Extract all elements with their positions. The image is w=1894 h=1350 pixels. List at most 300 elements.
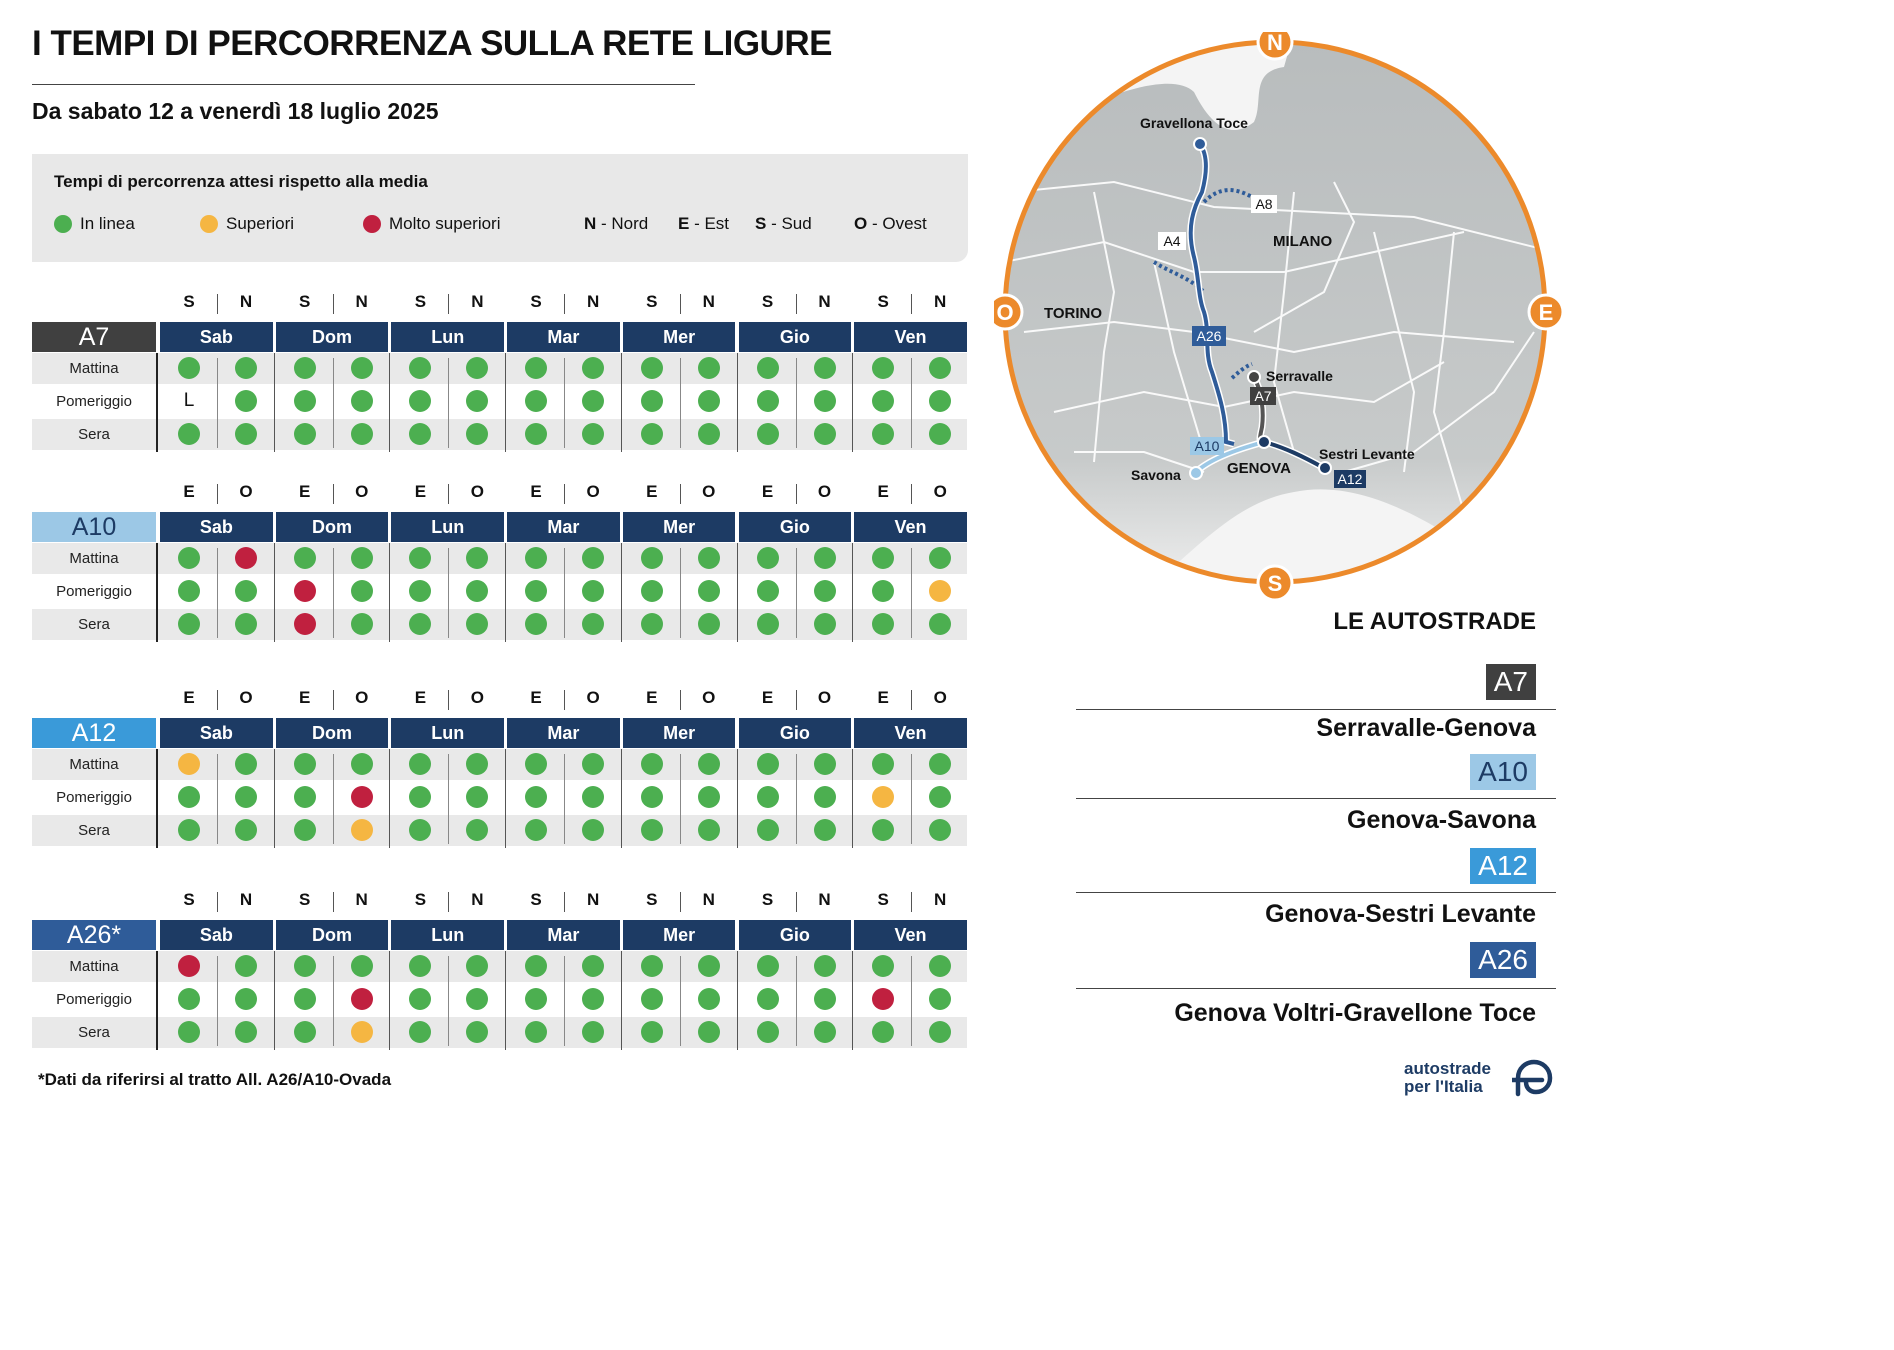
status-dot-icon [235, 357, 257, 379]
direction-label: O [239, 688, 253, 707]
status-dot-icon [698, 753, 720, 775]
table-vertical-rule [156, 543, 158, 642]
status-dot-icon [351, 613, 373, 635]
status-dot-icon [582, 819, 604, 841]
label-sestri: Sestri Levante [1319, 446, 1415, 462]
label-milano: MILANO [1273, 233, 1333, 250]
status-dot-icon [294, 580, 316, 602]
day-divider [274, 749, 275, 848]
node-serravalle [1248, 371, 1260, 383]
day-header: Mer [623, 920, 736, 950]
day-divider [621, 353, 622, 452]
direction-label: E [761, 482, 774, 501]
direction-divider [564, 892, 565, 912]
day-divider [737, 749, 738, 848]
day-header: Mer [623, 322, 736, 352]
status-dot-icon [757, 819, 779, 841]
direction-label: E [299, 688, 311, 707]
status-dot-icon [294, 988, 316, 1010]
legend-dir-key: E [678, 214, 690, 233]
status-dot-icon [582, 547, 604, 569]
direction-label: S [183, 890, 195, 909]
node-genova [1258, 436, 1270, 448]
day-divider [737, 353, 738, 452]
day-header: Sab [160, 920, 273, 950]
direction-divider [217, 548, 218, 638]
status-dot-icon [757, 955, 779, 977]
day-header: Dom [276, 322, 389, 352]
status-dot-icon [178, 786, 200, 808]
direction-divider [564, 484, 565, 504]
status-dot-icon [757, 390, 779, 412]
status-dot-icon [525, 423, 547, 445]
status-dot-icon [351, 1021, 373, 1043]
legend-dir-ovest [854, 214, 927, 234]
status-dot-icon [178, 357, 200, 379]
direction-header [32, 890, 968, 914]
direction-label: O [355, 482, 369, 501]
direction-label: S [646, 292, 658, 311]
direction-divider [333, 294, 334, 314]
status-dot-icon [814, 357, 836, 379]
status-dot-icon [351, 786, 373, 808]
direction-divider [217, 484, 218, 504]
legend-dir-label: - Sud [771, 214, 812, 233]
day-divider [852, 749, 853, 848]
day-divider [852, 951, 853, 1050]
direction-divider [217, 294, 218, 314]
status-dot-icon [641, 753, 663, 775]
direction-label: N [586, 890, 600, 909]
direction-label: S [646, 890, 658, 909]
status-dot-icon [814, 988, 836, 1010]
status-dot-icon [582, 786, 604, 808]
status-dot-icon [814, 547, 836, 569]
status-dot-icon [178, 580, 200, 602]
day-divider [505, 749, 506, 848]
highway-label: A7 [32, 322, 156, 352]
badge-a7: A7 [1486, 664, 1536, 700]
day-divider [274, 353, 275, 452]
legend-superiori [200, 214, 294, 234]
status-dot-icon [235, 613, 257, 635]
direction-label: E [761, 688, 774, 707]
direction-divider [333, 690, 334, 710]
direction-label: O [817, 482, 832, 501]
direction-divider [796, 548, 797, 638]
direction-divider [911, 484, 912, 504]
status-dot-icon [351, 988, 373, 1010]
direction-label: N [586, 292, 600, 311]
badge-a10: A10 [1470, 754, 1536, 790]
direction-divider [564, 548, 565, 638]
status-dot-icon [294, 955, 316, 977]
status-dot-icon [582, 423, 604, 445]
direction-divider [448, 548, 449, 638]
direction-label: N [934, 890, 947, 909]
day-divider [389, 749, 390, 848]
legend-dir-key: N [584, 214, 597, 233]
legend-title: Tempi di percorrenza attesi rispetto alla media [54, 172, 428, 191]
day-divider [737, 951, 738, 1050]
status-dot-icon [698, 547, 720, 569]
status-dot-icon [757, 357, 779, 379]
status-dot-icon [698, 390, 720, 412]
status-dot-icon [178, 753, 200, 775]
table-vertical-rule [156, 951, 158, 1050]
direction-label: S [530, 890, 542, 909]
status-dot-icon [351, 547, 373, 569]
direction-label: E [183, 482, 195, 501]
direction-divider [448, 294, 449, 314]
direction-divider [333, 484, 334, 504]
shield-a8-label: A8 [1255, 196, 1273, 212]
day-divider [274, 543, 275, 642]
status-dot-icon [525, 580, 547, 602]
day-header: Lun [391, 512, 504, 542]
legend-panel [32, 154, 968, 262]
highway-label: A12 [32, 718, 156, 748]
direction-label: S [877, 890, 889, 909]
day-header: Lun [391, 920, 504, 950]
title-divider [32, 84, 695, 85]
legend-dir-nord [584, 214, 648, 234]
direction-divider [564, 358, 565, 448]
status-dot-icon [814, 955, 836, 977]
route-name-a12: Genova-Sestri Levante [1265, 900, 1536, 928]
period-label: Mattina [69, 958, 119, 975]
status-dot-icon [582, 1021, 604, 1043]
direction-label: O [702, 688, 716, 707]
table-a12 [32, 688, 968, 850]
status-dot-icon [178, 988, 200, 1010]
direction-divider [680, 690, 681, 710]
status-dot-icon [641, 786, 663, 808]
day-header: Dom [276, 920, 389, 950]
label-savona: Savona [1131, 467, 1181, 483]
status-dot-icon [641, 1021, 663, 1043]
day-header: Gio [739, 920, 852, 950]
day-header: Mar [507, 322, 620, 352]
day-divider [505, 353, 506, 452]
day-divider [621, 951, 622, 1050]
status-dot-icon [351, 819, 373, 841]
status-dot-icon [351, 955, 373, 977]
highway-label: A26* [32, 920, 156, 950]
status-dot-icon [814, 753, 836, 775]
direction-divider [680, 956, 681, 1046]
day-header: Sab [160, 322, 273, 352]
day-divider [621, 749, 622, 848]
status-dot-icon [698, 988, 720, 1010]
brand-line-2: per l'Italia [1404, 1077, 1483, 1096]
direction-divider [333, 892, 334, 912]
status-dot-icon [757, 613, 779, 635]
legend-label: In linea [80, 214, 135, 233]
status-dot-icon [351, 357, 373, 379]
status-dot-icon [814, 390, 836, 412]
status-dot-icon [814, 1021, 836, 1043]
direction-divider [796, 892, 797, 912]
direction-label: E [530, 482, 542, 501]
direction-label: N [818, 292, 831, 311]
direction-label: E [414, 688, 427, 707]
divider [1076, 709, 1556, 710]
status-dot-icon [525, 955, 547, 977]
status-dot-icon [698, 955, 720, 977]
direction-divider [680, 484, 681, 504]
status-dot-icon [757, 1021, 779, 1043]
status-dot-icon [814, 580, 836, 602]
footnote: *Dati da riferirsi al tratto All. A26/A10-Ovada [38, 1070, 392, 1089]
legend-in-linea [54, 214, 135, 234]
status-dot-icon [178, 423, 200, 445]
direction-label: S [414, 292, 427, 311]
legend-label: Molto superiori [389, 214, 501, 233]
status-dot-icon [582, 580, 604, 602]
direction-label: E [299, 482, 311, 501]
direction-label: S [183, 292, 195, 311]
status-dot-icon [641, 357, 663, 379]
direction-header [32, 482, 968, 506]
status-dot-icon [235, 580, 257, 602]
status-dot-icon [351, 390, 373, 412]
direction-label: E [877, 688, 889, 707]
direction-divider [796, 294, 797, 314]
direction-label: N [355, 292, 368, 311]
day-divider [852, 353, 853, 452]
status-dot-icon [178, 613, 200, 635]
direction-divider [796, 956, 797, 1046]
label-gravellona: Gravellona Toce [1140, 115, 1248, 131]
divider [1076, 892, 1556, 893]
status-dot-icon [294, 786, 316, 808]
status-dot-icon [757, 753, 779, 775]
status-dot-icon [525, 357, 547, 379]
shield-a10-label: A10 [1194, 438, 1220, 454]
period-label: Pomeriggio [56, 991, 132, 1008]
day-divider [389, 353, 390, 452]
direction-divider [333, 548, 334, 638]
direction-label: O [586, 482, 600, 501]
direction-label: S [877, 292, 889, 311]
day-header: Ven [854, 322, 967, 352]
status-dot-icon [814, 786, 836, 808]
day-header: Mer [623, 718, 736, 748]
status-dot-icon [294, 423, 316, 445]
day-header: Ven [854, 512, 967, 542]
direction-label: S [414, 890, 427, 909]
badge-a12: A12 [1470, 848, 1536, 884]
status-dot-icon [757, 423, 779, 445]
direction-label: N [355, 890, 368, 909]
status-dot-icon [698, 580, 720, 602]
brand-mark-icon [1512, 1058, 1558, 1098]
status-dot-icon [294, 547, 316, 569]
direction-label: N [702, 292, 715, 311]
day-divider [389, 543, 390, 642]
status-dot-icon [641, 988, 663, 1010]
day-divider [505, 951, 506, 1050]
status-dot-icon [582, 390, 604, 412]
page-subtitle: Da sabato 12 a venerdì 18 luglio 2025 [32, 98, 439, 124]
direction-label: O [933, 482, 947, 501]
direction-label: O [702, 482, 716, 501]
status-dot-icon [641, 547, 663, 569]
node-gravellona [1194, 138, 1206, 150]
status-dot-icon [178, 819, 200, 841]
period-label: Pomeriggio [56, 789, 132, 806]
direction-header [32, 688, 968, 712]
direction-divider [448, 358, 449, 448]
direction-label: N [471, 890, 484, 909]
status-dot-icon [294, 390, 316, 412]
status-dot-icon [235, 988, 257, 1010]
direction-divider [680, 754, 681, 844]
direction-label: E [530, 688, 542, 707]
route-name-a26: Genova Voltri-Gravellone Toce [1174, 999, 1536, 1027]
day-divider [852, 543, 853, 642]
status-dot-icon [582, 357, 604, 379]
status-dot-icon [698, 357, 720, 379]
direction-divider [796, 754, 797, 844]
legend-molto-superiori [363, 214, 501, 234]
status-dot-icon [235, 423, 257, 445]
direction-divider [564, 956, 565, 1046]
status-dot-icon [351, 753, 373, 775]
red-dot-icon [363, 215, 381, 233]
direction-divider [333, 754, 334, 844]
period-label: Sera [78, 616, 110, 633]
direction-divider [333, 956, 334, 1046]
status-dot-icon [178, 1021, 200, 1043]
day-header: Sab [160, 718, 273, 748]
direction-divider [796, 358, 797, 448]
direction-label: O [470, 688, 484, 707]
legend-dir-sud [755, 214, 812, 234]
status-text: L [183, 390, 195, 411]
direction-label: S [761, 890, 774, 909]
day-header: Ven [854, 920, 967, 950]
day-header: Ven [854, 718, 967, 748]
table-a10 [32, 482, 968, 644]
legend-dir-label: - Est [694, 214, 730, 233]
direction-divider [217, 892, 218, 912]
day-header: Mar [507, 718, 620, 748]
direction-divider [911, 548, 912, 638]
day-header: Mar [507, 920, 620, 950]
direction-label: E [877, 482, 889, 501]
status-dot-icon [757, 786, 779, 808]
status-dot-icon [582, 988, 604, 1010]
direction-label: S [761, 292, 774, 311]
autostrade-title: LE AUTOSTRADE [1333, 608, 1536, 635]
direction-label: O [355, 688, 369, 707]
highway-label: A10 [32, 512, 156, 542]
day-divider [505, 543, 506, 642]
direction-label: S [299, 292, 311, 311]
status-dot-icon [757, 988, 779, 1010]
direction-label: N [239, 890, 253, 909]
compass-north-label: N [1267, 32, 1283, 55]
status-dot-icon [235, 547, 257, 569]
badge-a26: A26 [1470, 942, 1536, 978]
direction-divider [333, 358, 334, 448]
status-dot-icon [641, 613, 663, 635]
status-dot-icon [525, 547, 547, 569]
day-header: Dom [276, 512, 389, 542]
shield-a4-label: A4 [1163, 233, 1181, 249]
direction-divider [564, 754, 565, 844]
status-dot-icon [582, 753, 604, 775]
period-label: Mattina [69, 360, 119, 377]
direction-divider [448, 956, 449, 1046]
status-dot-icon [698, 423, 720, 445]
table-vertical-rule [156, 749, 158, 848]
direction-divider [911, 358, 912, 448]
compass-west-label: O [996, 300, 1014, 325]
node-savona [1190, 467, 1202, 479]
status-dot-icon [641, 390, 663, 412]
shield-a7-label: A7 [1254, 388, 1272, 404]
brand-line-1: autostrade [1404, 1059, 1491, 1078]
direction-divider [448, 754, 449, 844]
direction-divider [680, 548, 681, 638]
status-dot-icon [235, 753, 257, 775]
day-header: Lun [391, 322, 504, 352]
direction-divider [217, 358, 218, 448]
route-name-a7: Serravalle-Genova [1316, 714, 1536, 742]
direction-label: E [646, 688, 658, 707]
direction-label: N [239, 292, 253, 311]
direction-divider [796, 484, 797, 504]
table-a7 [32, 292, 968, 454]
direction-divider [448, 892, 449, 912]
status-dot-icon [294, 613, 316, 635]
status-dot-icon [235, 819, 257, 841]
direction-divider [217, 754, 218, 844]
direction-label: N [818, 890, 831, 909]
green-dot-icon [54, 215, 72, 233]
compass-south-label: S [1267, 571, 1283, 596]
day-divider [274, 951, 275, 1050]
status-dot-icon [525, 613, 547, 635]
day-header: Gio [739, 512, 852, 542]
direction-divider [217, 956, 218, 1046]
direction-label: N [934, 292, 947, 311]
direction-label: E [183, 688, 195, 707]
period-label: Mattina [69, 550, 119, 567]
label-serravalle: Serravalle [1266, 368, 1333, 384]
status-dot-icon [582, 613, 604, 635]
label-genova: GENOVA [1227, 460, 1291, 477]
table-a26 [32, 890, 968, 1052]
legend-dir-est [678, 214, 729, 234]
yellow-dot-icon [200, 215, 218, 233]
status-dot-icon [525, 786, 547, 808]
direction-label: O [817, 688, 832, 707]
direction-divider [911, 956, 912, 1046]
direction-divider [680, 892, 681, 912]
status-dot-icon [178, 955, 200, 977]
route-name-a10: Genova-Savona [1347, 806, 1536, 834]
status-dot-icon [294, 819, 316, 841]
period-label: Pomeriggio [56, 583, 132, 600]
direction-label: E [646, 482, 658, 501]
status-dot-icon [814, 613, 836, 635]
status-dot-icon [235, 955, 257, 977]
status-dot-icon [525, 1021, 547, 1043]
